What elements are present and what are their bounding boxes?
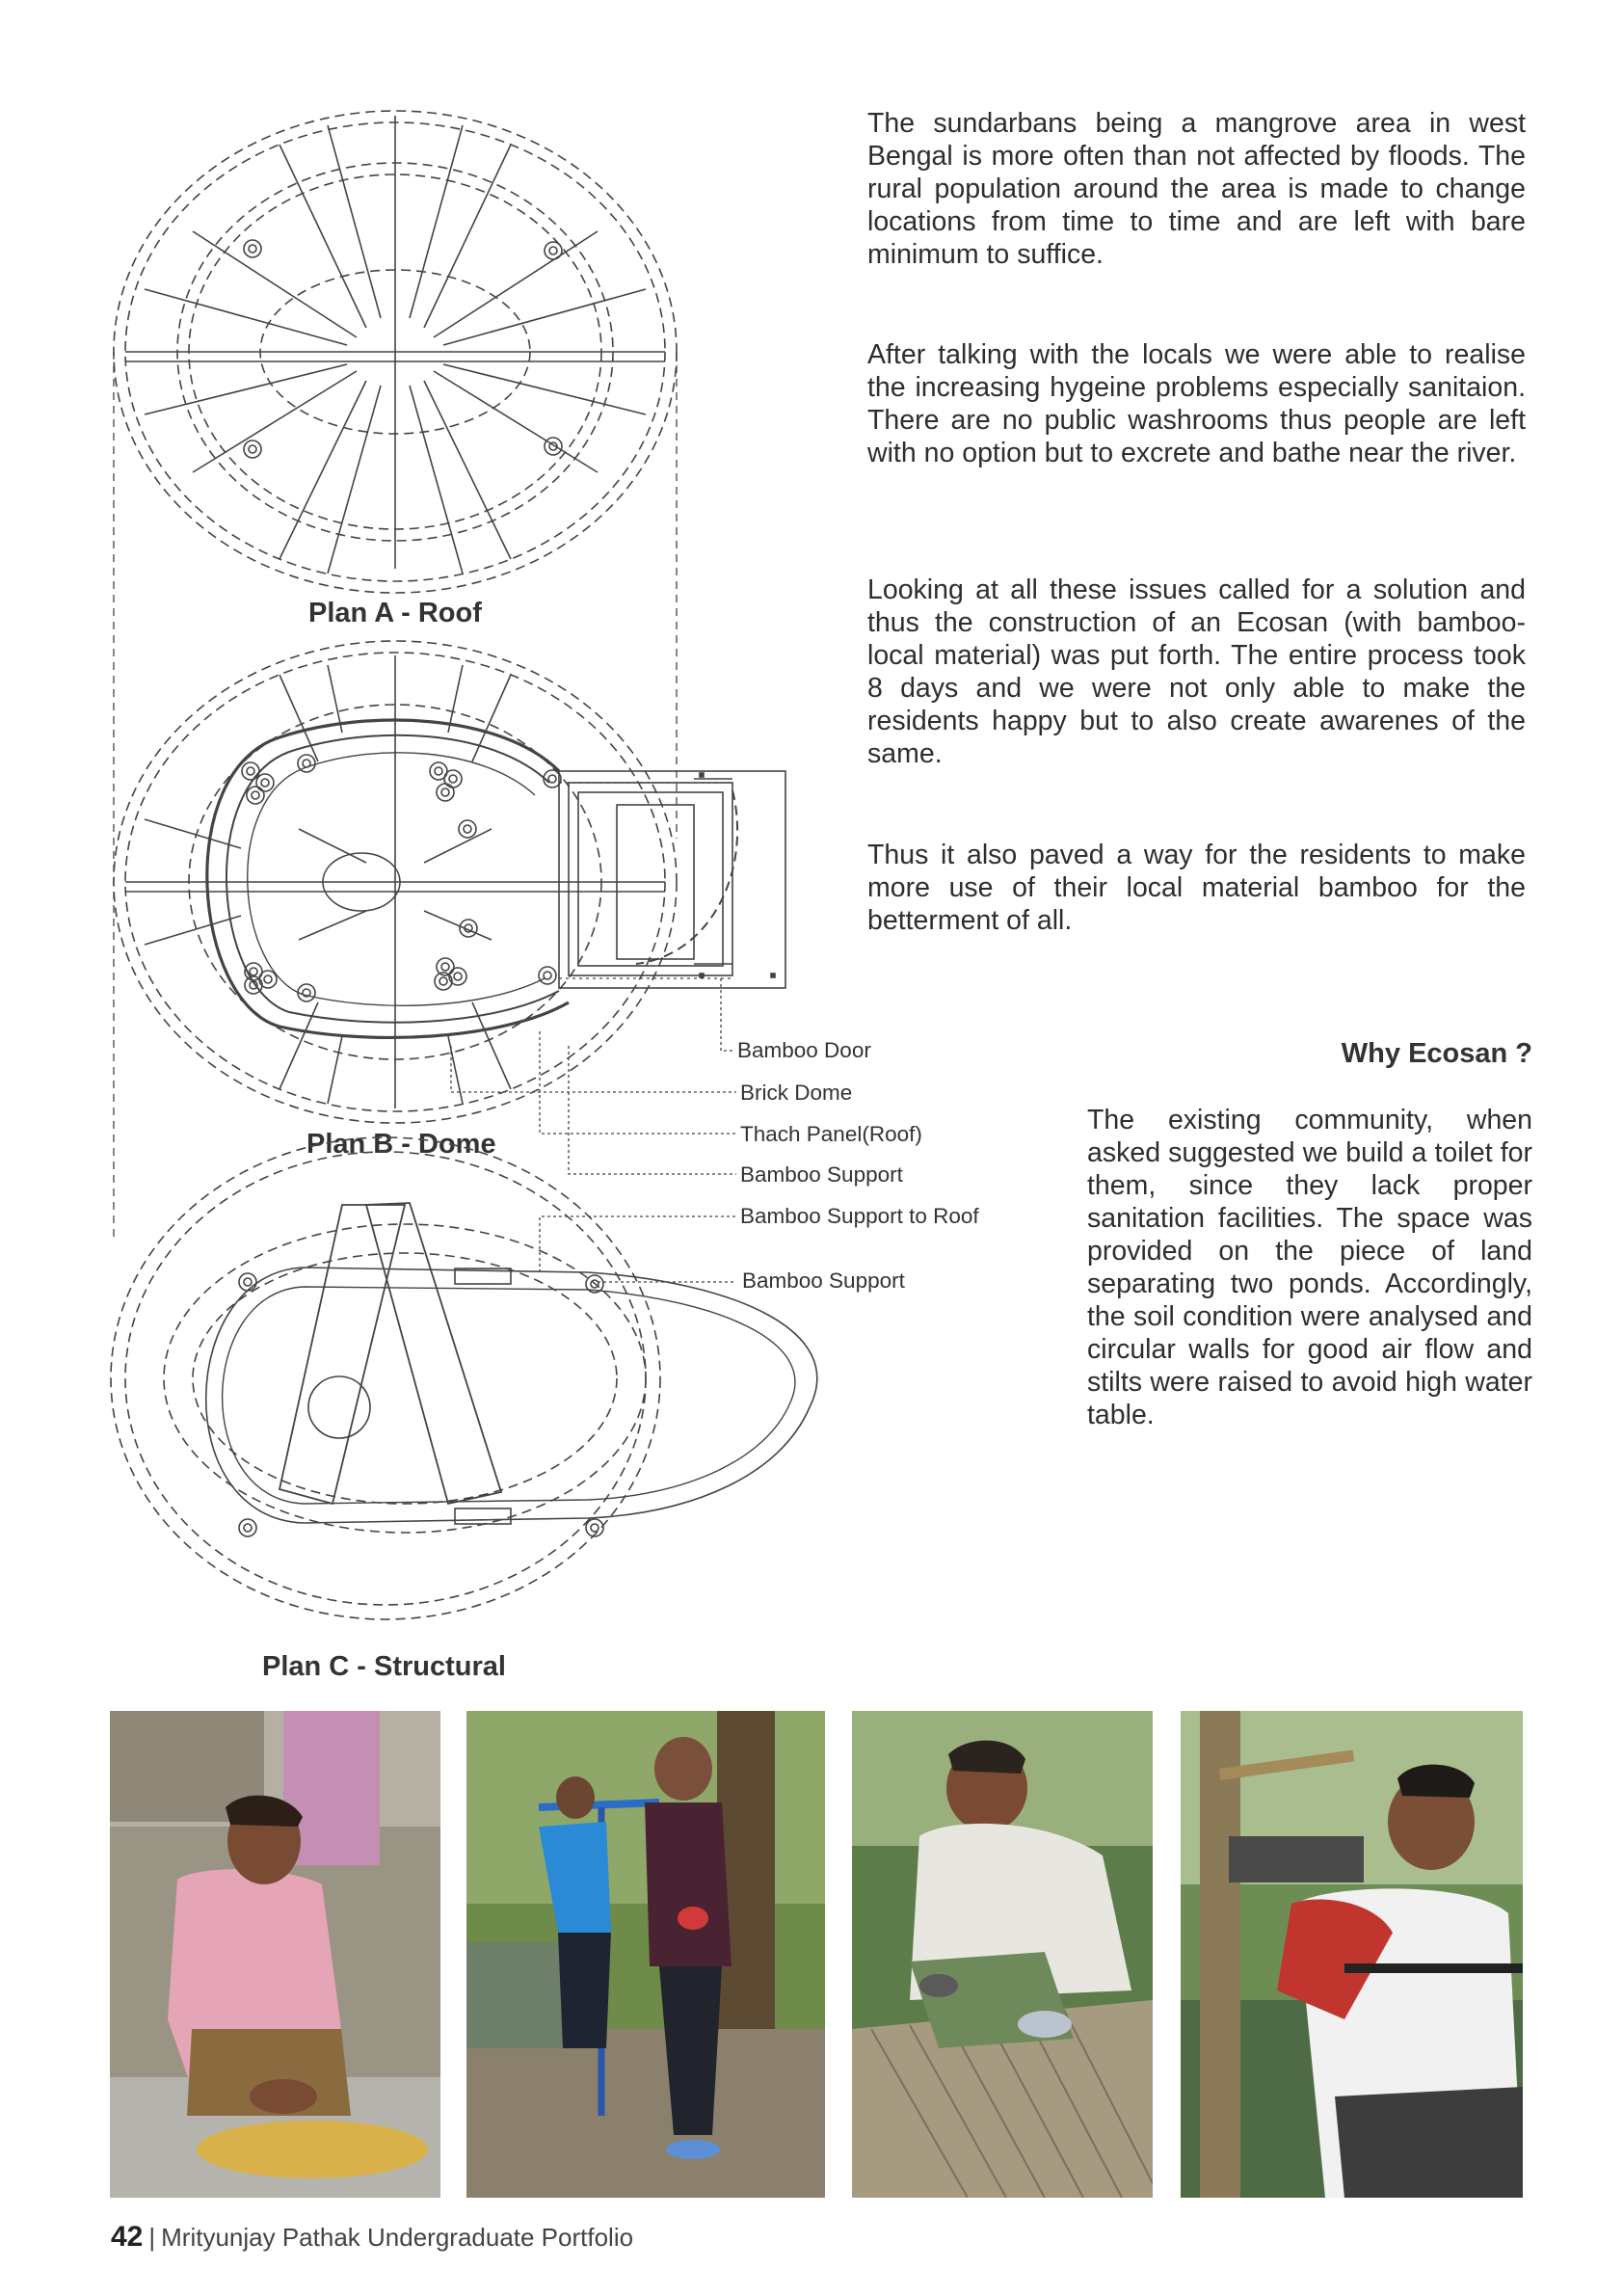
plan-a-label: Plan A - Roof [308, 598, 482, 628]
callout-thach-panel: Thach Panel(Roof) [740, 1122, 922, 1146]
photo-4-drilling-bamboo [1181, 1711, 1523, 2198]
page-number: 42 [111, 2221, 144, 2253]
photo-1-man-weaving-straw [110, 1711, 440, 2198]
plan-a-roof-drawing [114, 111, 677, 593]
footer-title: Mrityunjay Pathak Undergraduate Portfolio [161, 2223, 634, 2252]
intro-paragraph-3: Looking at all these issues called for a solution and thus the construction of an Ecosan (with bamboo- local material) was put forth. The entire process took 8 days and we were not only able to make the residents happy but to also create awarenes of the same. [867, 574, 1526, 769]
callout-bamboo-support-roof: Bamboo Support to Roof [740, 1204, 979, 1228]
plan-b-label: Plan B - Dome [306, 1129, 496, 1160]
plan-c-structural-drawing [111, 1137, 817, 1619]
callout-bamboo-door: Bamboo Door [737, 1038, 871, 1062]
intro-paragraph-2: After talking with the locals we were able to realise the increasing hygeine problems especially sanitaion. There are no public washrooms thus people are left with no option but to excrete and bathe near the river. [867, 339, 1526, 468]
callout-brick-dome: Brick Dome [740, 1081, 853, 1105]
photo-2-digging-with-auger [466, 1711, 825, 2198]
callout-bamboo-support-2: Bamboo Support [742, 1268, 905, 1293]
why-ecosan-heading: Why Ecosan ? [1341, 1038, 1532, 1069]
why-ecosan-paragraph: The existing community, when asked suggested we build a toilet for them, since they lack proper sanitation facilities. The space was provided on the piece of land separating two ponds. Accordingly, the soil condition were analysed and circular walls for good air flow and stilts were raised to avoid high water table. [1087, 1105, 1532, 1430]
intro-paragraph-4: Thus it also paved a way for the residents to make more use of their local material bamboo for the betterment of all. [867, 840, 1526, 936]
leader-lines [451, 978, 736, 1282]
page-footer [111, 2221, 633, 2254]
plan-b-dome-drawing [114, 641, 785, 1123]
intro-paragraph-1: The sundarbans being a mangrove area in west Bengal is more often than not affected by floods. The rural population around the area is made to change locations from time to time and are left with bare minimum to suffice. [867, 108, 1526, 270]
photo-3-laying-bamboo-mat [852, 1711, 1153, 2198]
footer-separator: | [148, 2223, 156, 2252]
plan-c-label: Plan C - Structural [262, 1651, 506, 1682]
callout-bamboo-support: Bamboo Support [740, 1162, 903, 1187]
